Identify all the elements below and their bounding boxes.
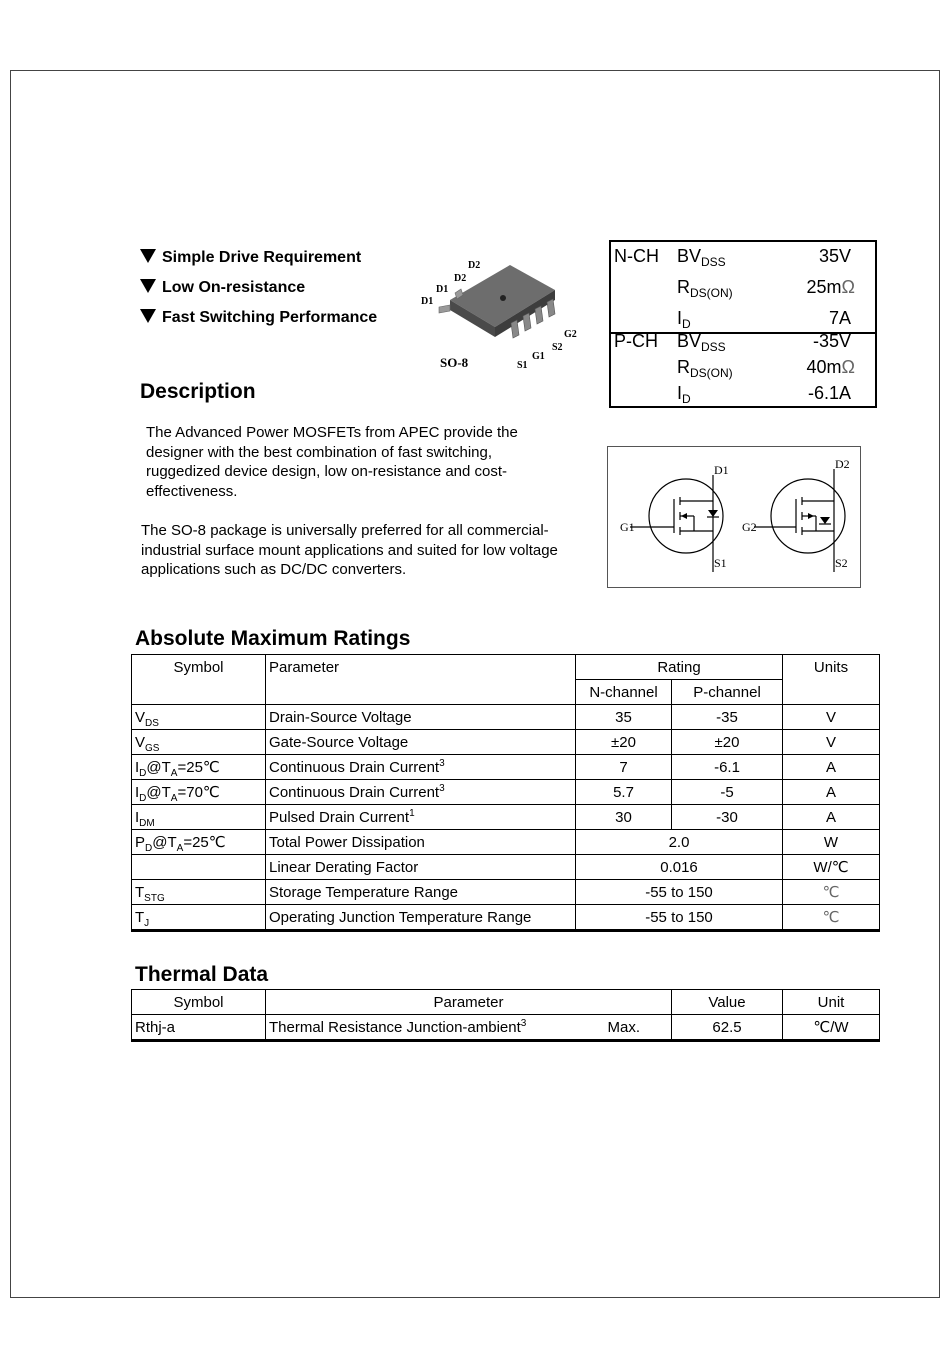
header-value: Value xyxy=(672,990,783,1015)
abs-max-ratings-table xyxy=(131,654,880,932)
table-row xyxy=(132,730,880,755)
n-channel-specs xyxy=(611,242,875,334)
bullet-triangle-icon xyxy=(140,279,156,293)
spec-value: 40mΩ xyxy=(806,357,855,377)
header-parameter: Parameter xyxy=(266,655,576,705)
p-channel-cell: -5 xyxy=(672,780,783,805)
rating-cell: 0.016 xyxy=(576,855,783,880)
parameter-cell: Linear Derating Factor xyxy=(266,855,576,880)
parameter-cell: Storage Temperature Range xyxy=(266,880,576,905)
parameter-cell: Continuous Drain Current$^3$ xyxy=(266,755,576,780)
p-channel-mosfet-symbol xyxy=(754,469,845,572)
n-channel-cell: 30 xyxy=(576,805,672,830)
symbol-cell: $V_{DS}$ xyxy=(132,705,266,730)
table-row xyxy=(132,880,880,905)
unit-cell: A xyxy=(783,780,880,805)
p-channel-specs xyxy=(611,332,875,407)
abs-max-heading: Absolute Maximum Ratings xyxy=(135,627,411,650)
pin-label: G1 xyxy=(532,351,545,362)
n-channel-cell: 5.7 xyxy=(576,780,672,805)
symbol-cell: $P_D@T_A=25℃$ xyxy=(132,830,266,855)
rating-cell: -55 to 150 xyxy=(576,905,783,931)
description-heading: Description xyxy=(140,380,256,403)
feature-list xyxy=(140,248,377,338)
unit-cell: ℃ xyxy=(783,880,880,905)
parameter-cell: Thermal Resistance Junction-ambient$^3$ Max. xyxy=(266,1015,672,1041)
symbol-cell xyxy=(132,855,266,880)
spec-value: 25mΩ xyxy=(806,277,855,297)
symbol-cell: $V_{GS}$ xyxy=(132,730,266,755)
header-n-channel: N-channel xyxy=(576,680,672,705)
spec-symbol: $R_{DS(ON)}$ xyxy=(677,357,733,380)
rating-cell: 2.0 xyxy=(576,830,783,855)
symbol-cell: Rthj-a xyxy=(132,1015,266,1041)
package-name: SO-8 xyxy=(440,355,469,370)
table-row xyxy=(132,705,880,730)
parameter-cell: Pulsed Drain Current$^1$ xyxy=(266,805,576,830)
bullet-triangle-icon xyxy=(140,249,156,263)
parameter-cell: Continuous Drain Current$^3$ xyxy=(266,780,576,805)
spec-symbol: $I_D$ xyxy=(677,308,691,331)
spec-row xyxy=(611,273,875,299)
pin-label: S2 xyxy=(552,342,563,353)
mosfet-schematic xyxy=(607,446,861,588)
unit-cell: ℃/W xyxy=(783,1015,880,1041)
header-units: Units xyxy=(783,655,880,705)
spec-value: 7A xyxy=(828,308,851,328)
gate-label: G1 xyxy=(620,520,635,534)
description-paragraph: The Advanced Power MOSFETs from APEC provide the designer with the best combination of fast switching, ruggedized device design, low on-resistance and cost-effectiveness. xyxy=(146,424,518,500)
table-row xyxy=(132,855,880,880)
header-symbol: Symbol xyxy=(132,655,266,705)
n-channel-cell: 7 xyxy=(576,755,672,780)
table-row xyxy=(132,905,880,931)
p-channel-cell: -30 xyxy=(672,805,783,830)
pin-label: G2 xyxy=(564,329,577,340)
p-channel-cell: -35 xyxy=(672,705,783,730)
unit-cell: A xyxy=(783,755,880,780)
key-spec-box xyxy=(609,240,877,408)
unit-cell: V xyxy=(783,730,880,755)
symbol-cell: $T_J$ xyxy=(132,905,266,931)
feature-label: Low On-resistance xyxy=(162,279,306,296)
description-paragraph: The SO-8 package is universally preferred for all commercial-industrial surface mount applications and suited for low voltage applications such as DC/DC converters. xyxy=(141,522,558,578)
pin-label: S1 xyxy=(517,360,528,371)
table-row xyxy=(132,830,880,855)
rating-cell: -55 to 150 xyxy=(576,880,783,905)
unit-cell: ℃ xyxy=(783,905,880,931)
unit-cell: W/℃ xyxy=(783,855,880,880)
spec-symbol: $R_{DS(ON)}$ xyxy=(677,277,733,300)
so8-package-image xyxy=(415,255,585,375)
header-unit: Unit xyxy=(783,990,880,1015)
pin-label: D1 xyxy=(436,284,449,295)
spec-row xyxy=(611,327,875,353)
n-channel-cell: ±20 xyxy=(576,730,672,755)
header-symbol: Symbol xyxy=(132,990,266,1015)
parameter-cell: Gate-Source Voltage xyxy=(266,730,576,755)
header-p-channel: P-channel xyxy=(672,680,783,705)
symbol-cell: $I_{DM}$ xyxy=(132,805,266,830)
symbol-cell: $I_D@T_A=25℃$ xyxy=(132,755,266,780)
feature-label: Simple Drive Requirement xyxy=(162,249,362,266)
symbol-cell: $T_{STG}$ xyxy=(132,880,266,905)
bullet-triangle-icon xyxy=(140,309,156,323)
channel-label: P-CH xyxy=(614,331,658,351)
feature-item xyxy=(140,248,377,278)
thermal-heading: Thermal Data xyxy=(135,963,269,986)
pin-label: D2 xyxy=(468,260,481,271)
spec-value: -6.1A xyxy=(807,383,851,403)
pin-label: D1 xyxy=(421,296,434,307)
header-rating: Rating xyxy=(576,655,783,680)
spec-row xyxy=(611,242,875,268)
n-channel-mosfet-symbol xyxy=(630,475,723,572)
unit-cell: A xyxy=(783,805,880,830)
feature-label: Fast Switching Performance xyxy=(162,309,378,326)
unit-cell: W xyxy=(783,830,880,855)
source-label: S2 xyxy=(835,556,848,570)
value-cell: 62.5 xyxy=(672,1015,783,1041)
spec-row xyxy=(611,379,875,405)
source-label: S1 xyxy=(714,556,727,570)
p-channel-cell: -6.1 xyxy=(672,755,783,780)
table-row xyxy=(132,805,880,830)
channel-label: N-CH xyxy=(614,246,659,266)
spec-symbol: $BV_{DSS}$ xyxy=(677,331,726,354)
spec-symbol: $BV_{DSS}$ xyxy=(677,246,726,269)
feature-item xyxy=(140,308,377,338)
drain-label: D2 xyxy=(835,457,850,471)
spec-row xyxy=(611,353,875,379)
p-channel-cell: ±20 xyxy=(672,730,783,755)
feature-item xyxy=(140,278,377,308)
gate-label: G2 xyxy=(742,520,757,534)
parameter-cell: Total Power Dissipation xyxy=(266,830,576,855)
max-qualifier: Max. xyxy=(607,1018,640,1036)
drain-label: D1 xyxy=(714,463,729,477)
spec-value: 35V xyxy=(818,246,851,266)
thermal-data-table xyxy=(131,989,880,1042)
table-row xyxy=(132,780,880,805)
pin-label: D2 xyxy=(454,273,467,284)
spec-symbol: $I_D$ xyxy=(677,383,691,406)
parameter-cell: Operating Junction Temperature Range xyxy=(266,905,576,931)
header-parameter: Parameter xyxy=(266,990,672,1015)
parameter-cell: Drain-Source Voltage xyxy=(266,705,576,730)
n-channel-cell: 35 xyxy=(576,705,672,730)
table-row xyxy=(132,755,880,780)
table-row xyxy=(132,1015,880,1041)
spec-value: -35V xyxy=(812,331,851,351)
unit-cell: V xyxy=(783,705,880,730)
symbol-cell: $I_D@T_A=70℃$ xyxy=(132,780,266,805)
